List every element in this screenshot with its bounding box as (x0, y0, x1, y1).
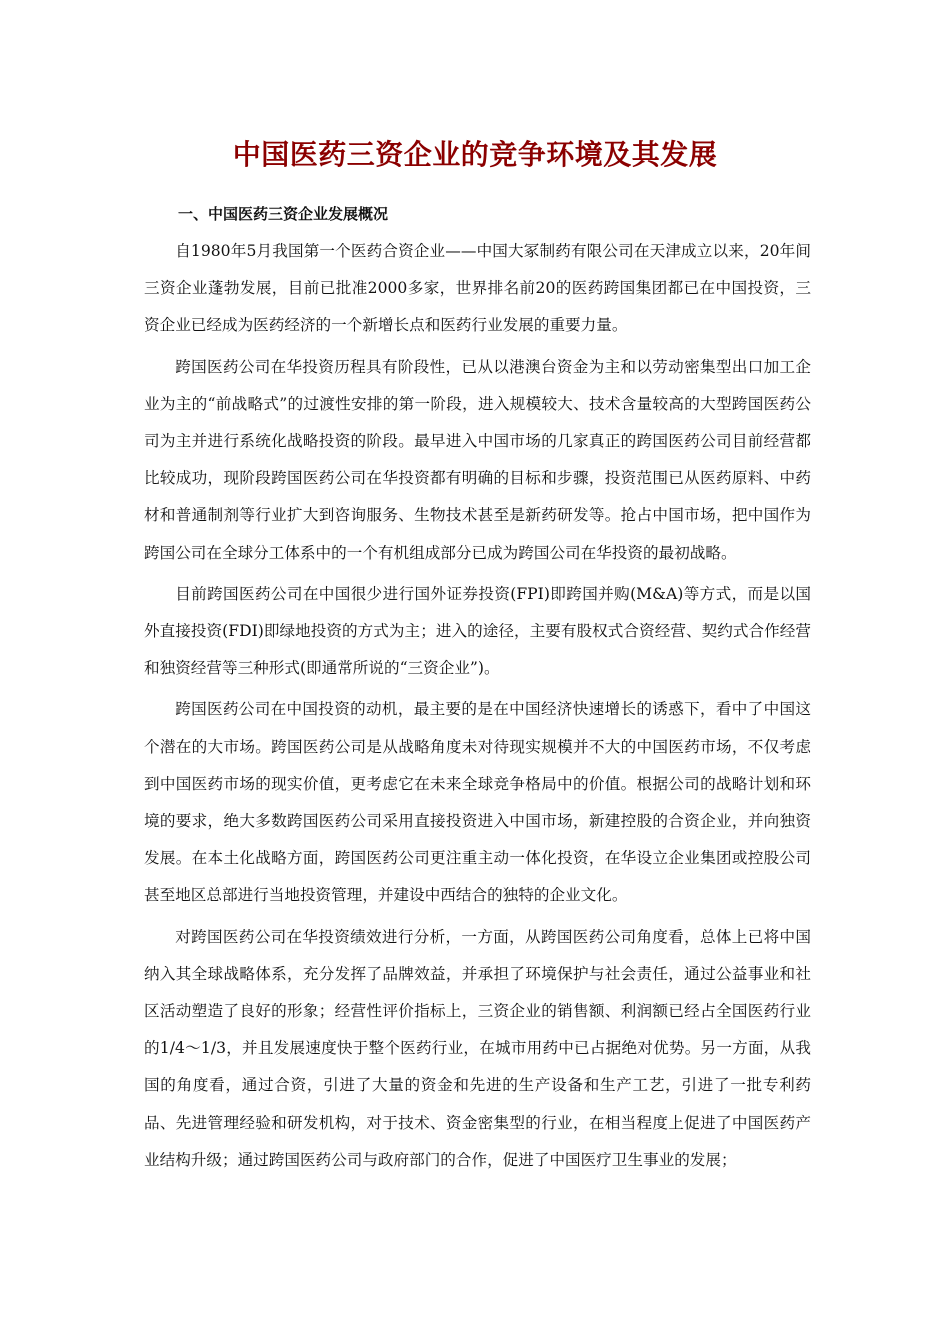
paragraph-3: 目前跨国医药公司在中国很少进行国外证券投资(FPI)即跨国并购(M&A)等方式，而是以国外直接投资(FDI)即绿地投资的方式为主；进入的途径，主要有股权式合资经营、契约式合作经营和独资经营等三种形式(即通常所说的“三资企业”)。 (144, 584, 811, 678)
paragraph-4: 跨国医药公司在中国投资的动机，最主要的是在中国经济快速增长的诱惑下，看中了中国这个潜在的大市场。跨国医药公司是从战略角度未对待现实规模并不大的中国医药市场，不仅考虑到中国医药市场的现实价值，更考虑它在未来全球竞争格局中的价值。根据公司的战略计划和环境的要求，绝大多数跨国医药公司采用直接投资进入中国市场，新建控股的合资企业，并向独资发展。在本土化战略方面，跨国医药公司更注重主动一体化投资，在华设立企业集团或控股公司甚至地区总部进行当地投资管理，并建设中西结合的独特的企业文化。 (144, 700, 811, 905)
paragraph-1: 自1980年5月我国第一个医药合资企业——中国大冢制药有限公司在天津成立以来，20年间三资企业蓬勃发展，目前已批准2000多家，世界排名前20的医药跨国集团都已在中国投资，三资企业已经成为医药经济的一个新增长点和医药行业发展的重要力量。 (144, 242, 811, 335)
paragraph-2: 跨国医药公司在华投资历程具有阶段性，已从以港澳台资金为主和以劳动密集型出口加工企业为主的“前战略式”的过渡性安排的第一阶段，进入规模较大、技术含量较高的大型跨国医药公司为主并进行系统化战略投资的阶段。最早进入中国市场的几家真正的跨国医药公司目前经营都比较成功，现阶段跨国医药公司在华投资都有明确的目标和步骤，投资范围已从医药原料、中药材和普通制剂等行业扩大到咨询服务、生物技术甚至是新药研发等。抢占中国市场，把中国作为跨国公司在全球分工体系中的一个有机组成部分已成为跨国公司在华投资的最初战略。 (144, 357, 811, 562)
paragraph-5: 对跨国医药公司在华投资绩效进行分析，一方面，从跨国医药公司角度看，总体上已将中国纳入其全球战略体系，充分发挥了品牌效益，并承担了环境保护与社会责任，通过公益事业和社区活动塑造了良好的形象；经营性评价指标上，三资企业的销售额、利润额已经占全国医药行业的1/4～1/3，并且发展速度快于整个医药行业，在城市用药中已占据绝对优势。另一方面，从我国的角度看，通过合资，引进了大量的资金和先进的生产设备和生产工艺，引进了一批专利药品、先进管理经验和研发机构，对于技术、资金密集型的行业，在相当程度上促进了中国医药产业结构升级；通过跨国医药公司与政府部门的合作，促进了中国医疗卫生事业的发展； (144, 927, 811, 1169)
document-title: 中国医药三资企业的竞争环境及其发展 (232, 138, 718, 171)
body-text (144, 233, 811, 1183)
section-heading: 一、中国医药三资企业发展概况 (178, 205, 389, 223)
